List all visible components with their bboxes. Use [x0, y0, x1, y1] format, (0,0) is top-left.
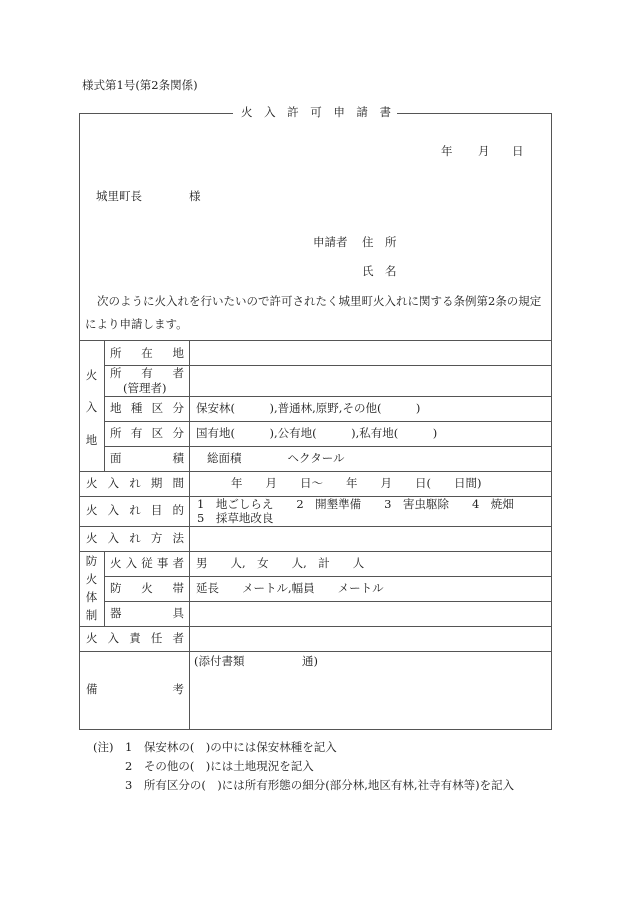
notes-label: (注) [93, 740, 114, 754]
method-label: 火 入 れ 方 法 [86, 531, 184, 545]
land-type-label: 地 種 区 分 [110, 401, 184, 415]
row-line [79, 471, 552, 472]
location-label-line [104, 421, 189, 422]
remarks-label: 備 考 [86, 682, 184, 696]
frame-top-right [397, 113, 552, 114]
label-value-divider [189, 340, 190, 729]
note-item: 1 保安林の( )の中には保安林種を記入 [125, 740, 337, 754]
area-label: 面 積 [110, 451, 184, 465]
firebreak-value[interactable]: 延長 メートル,幅員 メートル [196, 581, 384, 595]
intro-line-2: により申請します。 [85, 317, 188, 331]
defense-group-divider [104, 551, 105, 626]
row-line [189, 576, 551, 577]
purpose-options-line-2[interactable]: 5 採草地改良 [197, 511, 274, 525]
location-label-line [104, 396, 189, 397]
row-line [189, 396, 551, 397]
purpose-label: 火 入 れ 目 的 [86, 503, 184, 517]
date-year: 年 [441, 144, 453, 158]
frame-right [551, 113, 552, 730]
workers-label: 火 入 従 事 者 [110, 556, 184, 570]
addressee-name: 城里町長 [96, 189, 142, 203]
ownership-type-label: 所 有 区 分 [110, 426, 184, 440]
workers-value[interactable]: 男 人, 女 人, 計 人 [196, 556, 365, 570]
row-line [189, 365, 551, 366]
applicant-name: 氏 名 [362, 264, 397, 278]
land-type-value[interactable]: 保安林( ),普通林,原野,その他( ) [196, 401, 421, 415]
applicant-label: 申請者 [313, 235, 348, 249]
location-address-label: 所 在 地 [110, 346, 184, 360]
intro-line-1: 次のように火入れを行いたいので許可されたく城里町火入れに関する条例第2条の規定 [97, 294, 542, 308]
row-line [79, 626, 552, 627]
remarks-attachments[interactable]: (添付書類 通) [194, 654, 318, 668]
method-value[interactable] [196, 533, 546, 545]
frame-bottom [79, 729, 552, 730]
date-month: 月 [478, 144, 490, 158]
location-label-line [104, 446, 189, 447]
row-line [189, 446, 551, 447]
row-line [189, 421, 551, 422]
form-number: 様式第1号(第2条関係) [82, 78, 198, 92]
location-group-label: 火 入 地 [85, 368, 98, 447]
equipment-label: 器 具 [110, 606, 184, 620]
period-label: 火 入 れ 期 間 [86, 476, 184, 490]
row-line [79, 526, 552, 527]
owner-value[interactable] [196, 375, 546, 387]
frame-top-left [79, 113, 233, 114]
note-item: 3 所有区分の( )には所有形態の細分(部分林,地区有林,社寺有林等)を記入 [125, 778, 515, 792]
purpose-options-line-1[interactable]: 1 地ごしらえ 2 開墾準備 3 害虫駆除 4 焼畑 [197, 497, 514, 511]
defense-group-label: 防 火 体 制 [85, 554, 98, 623]
row-line [79, 651, 552, 652]
note-item: 2 その他の( )には土地現況を記入 [125, 759, 314, 773]
form-title: 火 入 許 可 申 請 書 [241, 105, 391, 119]
row-line [189, 601, 551, 602]
defense-label-line [104, 601, 189, 602]
owner-label: 所 有 者 [110, 366, 184, 380]
equipment-value[interactable] [196, 608, 546, 620]
table-top-line [79, 340, 552, 341]
period-value[interactable]: 年 月 日～ 年 月 日( 日間) [231, 476, 482, 490]
row-line [79, 551, 552, 552]
addressee-honorific: 様 [189, 189, 201, 203]
firebreak-label: 防 火 帯 [110, 581, 184, 595]
owner-sublabel: (管理者) [123, 381, 167, 395]
date-day: 日 [512, 144, 524, 158]
area-value[interactable]: 総面積 ヘクタール [207, 451, 345, 465]
responsible-value[interactable] [196, 633, 546, 645]
location-address-value[interactable] [196, 348, 546, 360]
defense-label-line [104, 576, 189, 577]
location-group-divider [104, 340, 105, 471]
applicant-address: 住 所 [362, 235, 397, 249]
responsible-label: 火 入 責 任 者 [86, 631, 184, 645]
ownership-type-value[interactable]: 国有地( ),公有地( ),私有地( ) [196, 426, 438, 440]
